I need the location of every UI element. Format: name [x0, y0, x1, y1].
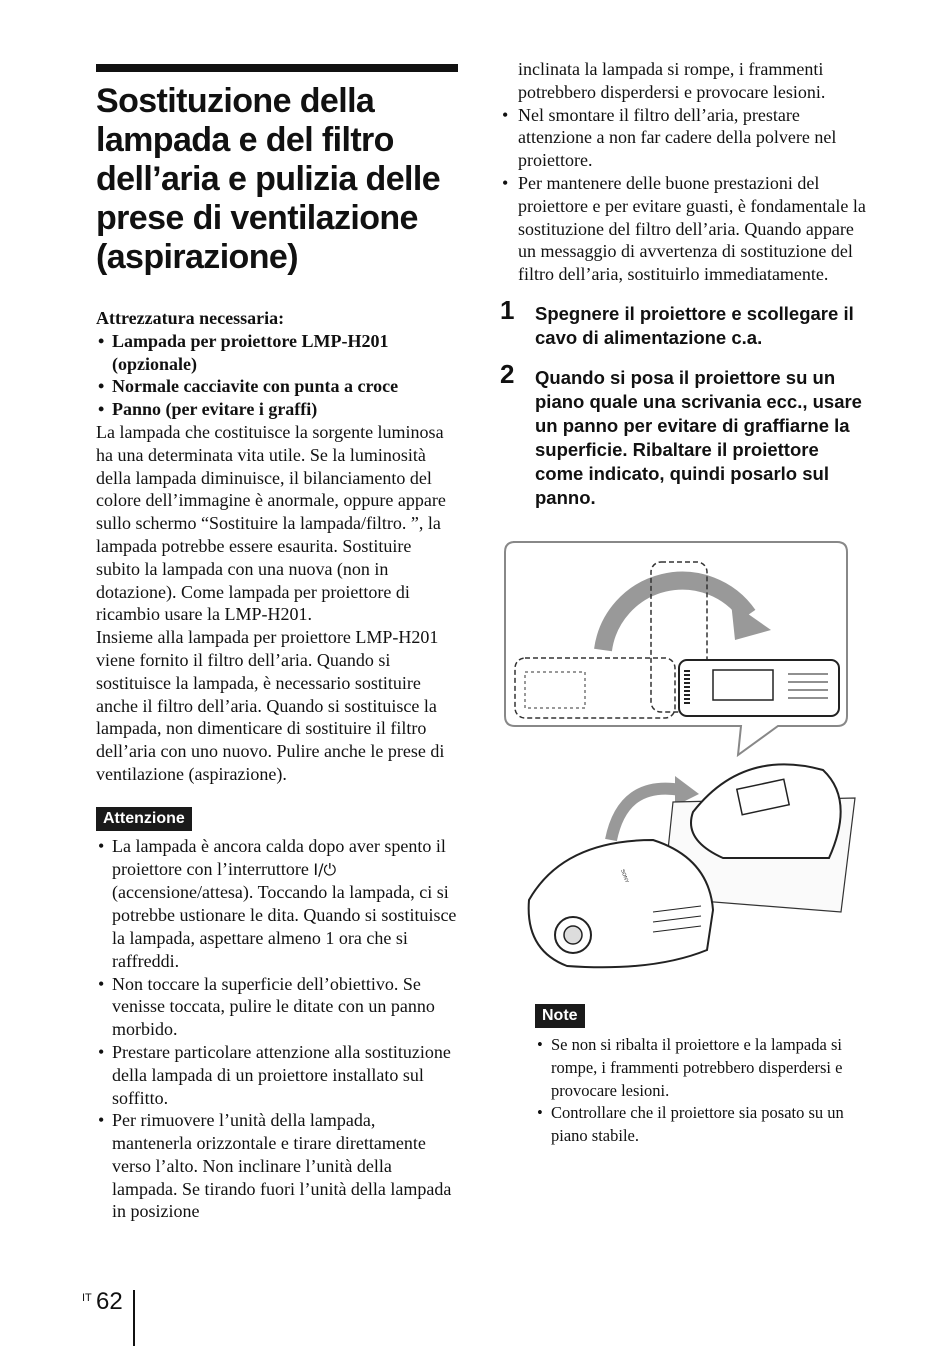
equipment-item: • Lampada per proiettore LMP-H201 (opzionale): [96, 330, 458, 376]
caution-item: • Per rimuovere l’unità della lampada, mantenerla orizzontale e tirare direttamente verso l’alto. Non inclinare l’unità della lampada. Se tirando fuori l’unità della lampada in posizione: [96, 1109, 458, 1223]
caution-continued: [500, 58, 870, 286]
step-text: Quando si posa il proiettore su un piano quale una scrivania ecc., usare un panno per evitare di graffiarne la superficie. Ribaltare il proiettore come indicato, quindi posarlo sul panno.: [535, 366, 862, 508]
brand-logo: SONY: [619, 868, 630, 885]
note-list: [535, 1034, 865, 1148]
step-1: [500, 294, 870, 350]
caution-item: • Prestare particolare attenzione alla sostituzione della lampada di un proiettore installato sul soffitto.: [96, 1041, 458, 1109]
equipment-item: • Normale cacciavite con punta a croce: [96, 375, 458, 398]
projector-upside-down: [691, 764, 841, 858]
caution-list: [96, 835, 458, 1224]
power-switch-symbol: I/⏻: [313, 859, 337, 879]
language-code: IT: [82, 1292, 92, 1304]
page-number: 62: [96, 1288, 123, 1315]
caution-section: [96, 806, 458, 1224]
right-column: [500, 58, 870, 510]
step-number: 2: [500, 358, 515, 389]
caution-badge: Attenzione: [96, 807, 192, 831]
note-badge: Note: [535, 1004, 585, 1028]
caution-item: [96, 835, 458, 973]
equipment-list: [96, 330, 458, 421]
equipment-item: • Panno (per evitare i graffi): [96, 398, 458, 421]
caution-item: • Per mantenere delle buone prestazioni del proiettore e per evitare guasti, è fondamentale la sostituzione del filtro dell’aria. Quando appare un messaggio di avvertenza di sostituzione del filtro dell’aria, sostituirlo immediatamente.: [500, 172, 870, 286]
step-2: [500, 358, 870, 510]
intro-paragraph: Insieme alla lampada per proiettore LMP-H201 viene fornito il filtro dell’aria. Quando si sostituisce la lampada, è necessario sostituire anche il filtro dell’aria. Quando si sostituisce la lampada, non dimenticare di sostituire il filtro dell’aria con uno nuovo. Pulire anche le prese di ventilazione (aspirazione).: [96, 627, 445, 784]
left-column: [96, 64, 458, 1223]
projector-flip-illustration: [503, 540, 863, 980]
note-section: [535, 1004, 865, 1148]
footer-rule: [133, 1290, 135, 1346]
caution-text: La lampada è ancora calda dopo aver spento il proiettore con l’interruttore: [112, 835, 446, 879]
caution-continued-text: inclinata la lampada si rompe, i frammenti potrebbero disperdersi e provocare lesioni.: [518, 59, 826, 102]
note-item: • Controllare che il proiettore sia posato su un piano stabile.: [535, 1102, 865, 1148]
equipment-heading: Attrezzatura necessaria:: [96, 308, 285, 328]
step-number: 1: [500, 294, 515, 325]
lens-inner: [564, 926, 582, 944]
caution-item: • Non toccare la superficie dell’obiettivo. Se venisse toccata, pulire le ditate con un panno morbido.: [96, 973, 458, 1041]
title-rule: [96, 64, 458, 72]
caution-list-continued: [500, 104, 870, 286]
intro-paragraph: La lampada che costituisce la sorgente luminosa ha una determinata vita utile. Se la luminosità della lampada diminuisce, il bilanciamento del colore dell’immagine è anormale, oppure appare sullo schermo “Sostituire la lampada/filtro. ”, la lampada potrebbe essere esaurita. Sostituire subito la lampada con una nuova (non in dotazione). Come lampada per proiettore di ricambio usare la LMP-H201.: [96, 421, 446, 625]
equipment-section: [96, 307, 458, 786]
projector-upright: [529, 840, 713, 967]
page-title: Sostituzione della lampada e del filtro dell’aria e pulizia delle prese di ventilazione (aspirazione): [96, 82, 441, 276]
step-text: Spegnere il proiettore e scollegare il cavo di alimentazione c.a.: [535, 302, 854, 348]
note-item: • Se non si ribalta il proiettore e la lampada si rompe, i frammenti potrebbero disperdersi e provocare lesioni.: [535, 1034, 865, 1102]
caution-item: • Nel smontare il filtro dell’aria, prestare attenzione a non far cadere della polvere nel proiettore.: [500, 104, 870, 172]
caution-text: (accensione/attesa). Toccando la lampada, ci si potrebbe ustionare le dita. Quando si sostituisce la lampada, aspettare almeno 1 ora che si raffreddi.: [112, 882, 457, 971]
projector-flipped: [679, 660, 839, 716]
